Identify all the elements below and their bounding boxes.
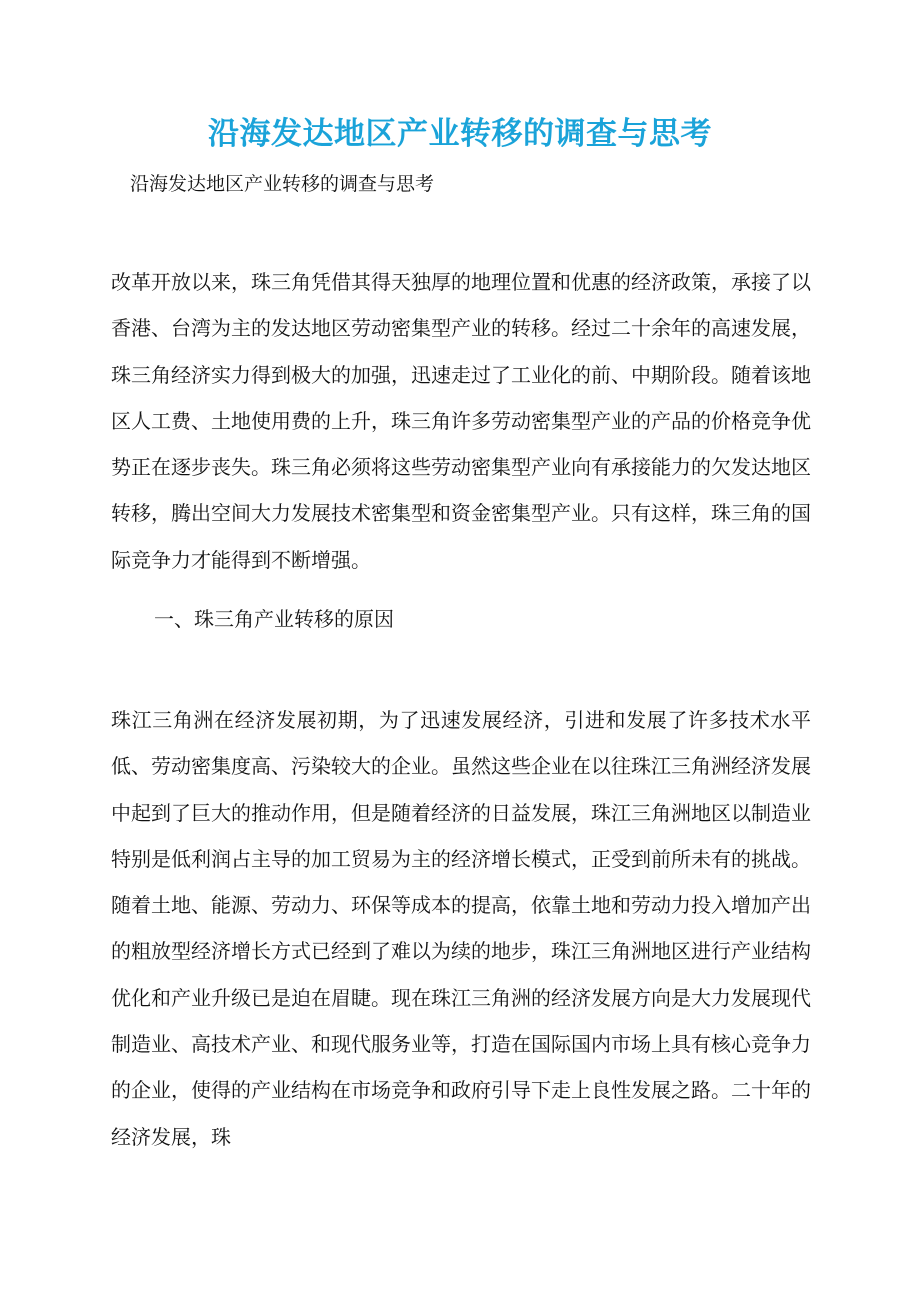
- document-subtitle: 沿海发达地区产业转移的调查与思考: [130, 173, 435, 195]
- paragraph-intro: 改革开放以来，珠三角凭借其得天独厚的地理位置和优惠的经济政策，承接了以香港、台湾为主的发达地区劳动密集型产业的转移。经过二十余年的高速发展，珠三角经济实力得到极大的加强，迅速走过了工业化的前、中期阶段。随着该地区人工费、土地使用费的上升，珠三角许多劳动密集型产业的产品的价格竞争优势正在逐步丧失。珠三角必须将这些劳动密集型产业向有承接能力的欠发达地区转移，腾出空间大力发展技术密集型和资金密集型产业。只有这样，珠三角的国际竞争力才能得到不断增强。: [111, 270, 811, 572]
- paragraph-reasons: 珠江三角洲在经济发展初期，为了迅速发展经济，引进和发展了许多技术水平低、劳动密集度高、污染较大的企业。虽然这些企业在以往珠江三角洲经济发展中起到了巨大的推动作用，但是随着经济的日益发展，珠江三角洲地区以制造业特别是低利润占主导的加工贸易为主的经济增长模式，正受到前所未有的挑战。随着土地、能源、劳动力、环保等成本的提高，依靠土地和劳动力投入增加产出的粗放型经济增长方式已经到了难以为续的地步，珠江三角洲地区进行产业结构优化和产业升级已是迫在眉睫。现在珠江三角洲的经济发展方向是大力发展现代制造业、高技术产业、和现代服务业等，打造在国际国内市场上具有核心竞争力的企业，使得的产业结构在市场竞争和政府引导下走上良性发展之路。二十年的经济发展，珠: [111, 708, 811, 1149]
- section-heading: 一、珠三角产业转移的原因: [154, 607, 394, 631]
- document-title: 沿海发达地区产业转移的调查与思考: [208, 116, 712, 152]
